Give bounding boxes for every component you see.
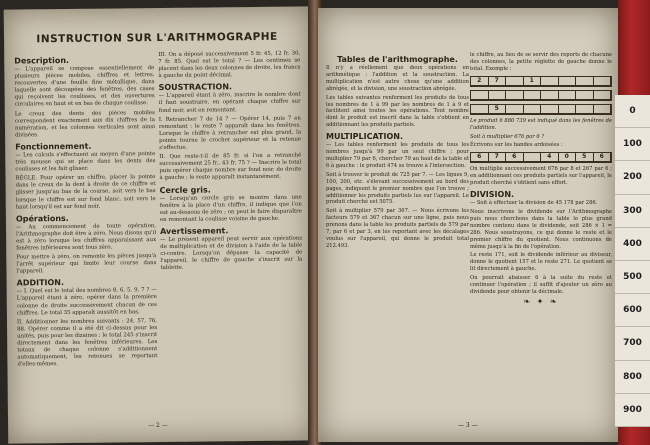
grid-cell <box>576 105 594 114</box>
grid-cell <box>506 91 524 100</box>
paragraph: — Au commencement de toute opération, l'Arithmographe doit être à zéro. Nous disons qu'il est à zéro lorsque les chiffres apparaissant aux fenêtres inférieures sont tous zéro. <box>15 222 157 252</box>
paragraph: RÈGLE. Pour opérer un chiffre, placer la pointe dans le creux de la dent à droite de ce chiffre et glisser jusqu'au bas de la course, soit vers le bas lorsque le chiffre est sur fond blanc, soit vers le haut lorsqu'il est sur fond noir. <box>15 174 156 211</box>
paragraph: — Soit à effectuer la division de 45 178 par 286. <box>470 200 598 207</box>
grid-cell: 6 <box>594 153 612 162</box>
page-number: — 2 — <box>148 421 168 430</box>
scale-mark: 500 <box>615 261 650 294</box>
grid-cell <box>559 91 577 100</box>
paragraph: — Le présent appareil peut servir aux opérations de multiplication et de division à l'aide de la table ci-contre. Lorsqu'on dépasse la capacité de l'appareil, le chiffre de gauche s'inscrit sur la tablette. <box>160 235 303 272</box>
grid-cell <box>594 91 612 100</box>
side-scale <box>615 95 650 427</box>
grid-cell: 5 <box>576 153 594 162</box>
number-grid <box>470 104 612 115</box>
grid-cell <box>524 91 542 100</box>
right-column-1 <box>326 52 469 252</box>
paragraph: — I. Quel est le total des nombres 8, 6, 5, 9, 7 ? — L'appareil étant à zéro, opérer dans la première colonne de droite successivement chacun de ces chiffres. Le total 35 apparaît aussitôt en bas. <box>16 287 157 317</box>
section-heading: ADDITION. <box>16 278 65 288</box>
grid-cell <box>489 91 507 100</box>
paragraph: Soit à multiplier 579 par 367. — Nous écrivons les facteurs 579 et 367 chacun sur une ligne, puis nous prenons dans la table les produits partiels de 579 par 7, par 6 et par 3, en les reportant avec les décalages voulus sur l'appareil, qui donne le produit total 212.493. <box>326 208 469 249</box>
grid-cell <box>506 77 524 86</box>
paragraph: Écrivons sur les bandes ardoisées : <box>470 142 563 149</box>
section-heading: SOUSTRACTION. <box>158 82 233 93</box>
page-number: — 3 — <box>458 422 478 429</box>
grid-cell: 6 <box>506 153 524 162</box>
section-heading: Avertissement. <box>160 226 229 236</box>
grid-cell <box>471 105 489 114</box>
grid-cell <box>559 77 577 86</box>
section-heading: Cercle gris. <box>159 184 211 195</box>
paragraph: Le creux des dents des pièces mobiles correspondent exactement aux dix chiffres de la numération, et les colonnes verticales sont ainsi divisées. <box>14 109 156 139</box>
scale-mark: 0 <box>615 95 650 128</box>
grid-cell: 6 <box>471 153 489 162</box>
number-grid <box>470 76 612 87</box>
paragraph: Le produit 6 880 739 est indiqué dans les fenêtres de l'addition. <box>470 117 612 131</box>
paragraph: Nous inscrivons le dividende sur l'Arithmographe puis nous cherchons dans la table le plus grand nombre contenu dans le dividende, soit 286 × 1 = 286. Nous soustrayons, ce qui donne le reste et le premier chiffre du quotient. Nous continuons de même jusqu'à la fin de l'opération. <box>470 208 612 250</box>
grid-cell: 1 <box>524 77 542 86</box>
scale-mark: 900 <box>615 394 650 427</box>
scale-mark: 700 <box>615 327 650 360</box>
grid-cell <box>559 105 577 114</box>
paragraph: — L'appareil se compose essentiellement de plusieurs pièces mobiles, chiffres et lettres, recouvertes d'une feuille fine métallique, dans laquelle sont découpées des fenêtres, des cases qui reçoivent les coulisses, et des ouvertures circulaires en haut et en bas de chaque coulisse. <box>14 65 155 108</box>
right-page <box>318 8 618 442</box>
grid-cell <box>541 91 559 100</box>
grid-cell: 0 <box>559 153 577 162</box>
grid-cell: 2 <box>471 77 489 86</box>
ornament: ❧ ✦ ❧ <box>523 296 559 306</box>
left-column-1 <box>14 52 157 371</box>
grid-cell <box>524 105 542 114</box>
left-column-2 <box>158 51 302 275</box>
page-title: INSTRUCTION SUR L'ARITHMOGRAPHE <box>36 30 278 46</box>
paragraph: I. Retrancher 7 de 14 ? — Opérer 14, puis 7 en remontant : le reste 7 apparaît dans les fenêtres. Lorsque le chiffre à retrancher est plus grand, la pointe tourne le crochet supérieur et la retenue s'effectue. <box>158 115 302 152</box>
grid-cell: 7 <box>489 153 507 162</box>
paragraph: III. On a déposé successivement 5 fr. 45, 12 fr. 30, 7 fr. 85. Quel est le total ? — Les centimes se placent dans les deux colonnes de droite, les francs à gauche du point décimal. <box>158 50 301 80</box>
paragraph: Soit à multiplier 676 par 6 ? <box>470 133 545 140</box>
paragraph: le chiffre, au lieu de se servir des reports de chacune des colonnes, la petite réglette de gauche donne le total. Exemple : <box>470 52 612 72</box>
table-section-title: Tables de l'arithmographe. <box>337 55 458 64</box>
scale-mark: 600 <box>615 294 650 327</box>
paragraph: — L'appareil étant à zéro, inscrire le nombre dont il faut soustraire, en opérant chaque chiffre sur fond noir, soit en remontant. <box>158 91 301 114</box>
grid-cell <box>576 77 594 86</box>
paragraph: II. Additionner les nombres suivants : 24, 57, 76, 88. Opérer comme il a été dit ci-dessus pour les unités, puis pour les dizaines : le total 245 s'inscrit directement dans les fenêtres inférieures. Les totaux de chaque colonne s'additionnent automatiquement, les retenues se reportant d'elles-mêmes. <box>16 317 158 368</box>
scale-mark: 800 <box>615 361 650 394</box>
grid-cell <box>594 105 612 114</box>
scale-mark: 400 <box>615 228 650 261</box>
grid-cell <box>594 77 612 86</box>
number-grid <box>470 90 612 101</box>
paragraph: — Les tables renferment les produits de tous les nombres jusqu'à 99 par un seul chiffre ; pour multiplier 79 par 6, chercher 79 au haut de la table et 6 à gauche : le produit 474 se trouve à l'intersection. <box>326 142 469 169</box>
grid-cell <box>524 153 542 162</box>
paragraph: On multiplie successivement 676 par 8 et 267 par 6 ; en additionnant ces produits partiels sur l'appareil, le produit cherché s'obtient sans effort. <box>470 166 612 187</box>
paragraph: — Les calculs s'effectuent au moyen d'une pointe très mousse qui se place dans les dents des coulisses et les fait glisser. <box>15 150 156 173</box>
grid-cell: 7 <box>489 77 507 86</box>
number-grid <box>470 152 612 163</box>
grid-cell <box>541 105 559 114</box>
paragraph: Ou pourrait abaisser 6 à la suite du reste et continuer l'opération ; il suffit d'ajouter un zéro au dividende pour obtenir la décimale. <box>470 275 612 295</box>
right-column-2 <box>470 52 612 306</box>
section-heading: DIVISION. <box>470 190 515 200</box>
grid-cell <box>576 91 594 100</box>
grid-cell: 4 <box>541 153 559 162</box>
paragraph: Soit à trouver le produit de 725 par 7. — Les ligues 9, 100, 200, etc. s'élevant successivement au bord des pages, indiquent le premier nombre que l'on trouve ; additionner les produits partiels lus sur l'appareil. Le produit cherché est 5075. <box>326 171 469 206</box>
paragraph: Le reste 171, soit le dividende inférieur au diviseur, donne le quotient 157 et le reste 271. Le quotient se lit directement à gauche. <box>470 252 612 273</box>
scale-mark: 100 <box>615 128 650 161</box>
paragraph: Il n'y a réellement que deux opérations en arithmétique : l'addition et la soustraction. La multiplication n'est autre chose qu'une addition abrégée, et la division, une soustraction abrégée. <box>326 65 469 92</box>
paragraph: — Lorsqu'un cercle gris se montre dans une fenêtre à la place d'un chiffre, il indique que l'on est au-dessous de zéro ; on peut le faire disparaître en remontant la coulisse voisine de gauche. <box>159 194 302 223</box>
section-heading: Opérations. <box>15 213 69 224</box>
section-heading: MULTIPLICATION. <box>326 132 404 142</box>
paragraph: II. Que reste-t-il de 85 fr. si l'on a retranché successivement 25 fr., 43 fr. 75 ? — Inscrire le total puis opérer chaque nombre sur fond noir, de droite à gauche ; le reste apparaît instantanément. <box>159 152 302 182</box>
grid-cell <box>506 105 524 114</box>
grid-cell <box>471 91 489 100</box>
grid-cell: 5 <box>489 105 507 114</box>
scale-mark: 200 <box>615 161 650 194</box>
section-heading: Fonctionnement. <box>15 141 92 152</box>
left-page <box>4 6 315 443</box>
scale-mark: 300 <box>615 195 650 228</box>
paragraph: Pour mettre à zéro, on remonte les pièces jusqu'à l'arrêt supérieur qui limite leur course dans l'appareil. <box>16 253 157 275</box>
section-heading: Description. <box>14 55 70 66</box>
paragraph: Les tables suivantes renferment les produits de tous les nombres de 1 à 99 par les nombres de 1 à 9 et facilitent ainsi toutes les opérations. Tout nombre dont le produit est inscrit dans la table s'obtient en additionnant les produits partiels. <box>326 94 469 129</box>
grid-cell <box>541 77 559 86</box>
